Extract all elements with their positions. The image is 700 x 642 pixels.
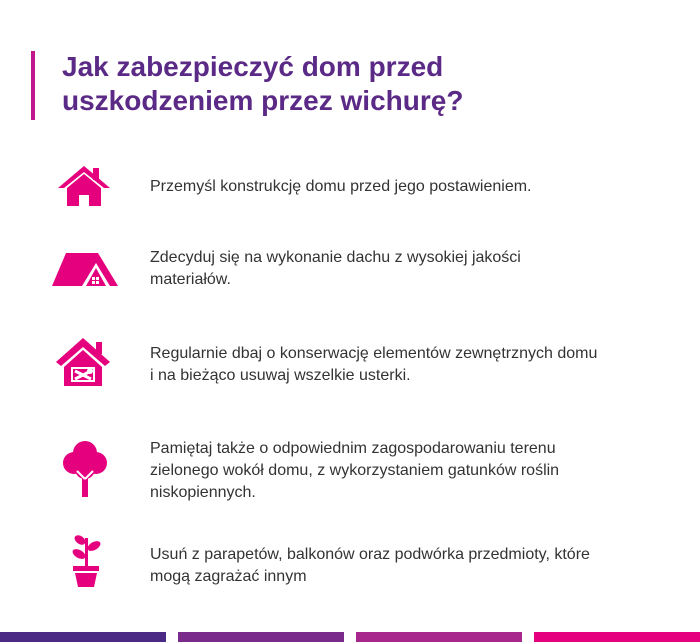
tip-item-objects: [0, 530, 700, 590]
title-line-2: uszkodzeniem przez wichurę?: [62, 85, 464, 116]
tip-text: [150, 544, 670, 588]
tip-line: Przemyśl konstrukcję domu przed jego postawieniem.: [150, 178, 532, 195]
tip-text: [150, 176, 670, 198]
tree-icon: [62, 439, 108, 499]
tip-item-roof: [0, 245, 700, 295]
tip-item-greenery: [0, 435, 700, 501]
page-title: [62, 50, 622, 118]
tip-line: i na bieżąco usuwaj wszelkie usterki.: [150, 367, 411, 384]
footer-stripe: [0, 632, 166, 642]
tip-line: niskopiennych.: [150, 484, 256, 501]
tip-line: Pamiętaj także o odpowiednim zagospodarowaniu terenu: [150, 440, 556, 457]
footer-stripe: [178, 632, 344, 642]
tip-line: mogą zagrażać innym: [150, 568, 307, 585]
tip-text: [150, 438, 670, 504]
tip-line: Regularnie dbaj o konserwację elementów zewnętrznych domu: [150, 345, 598, 362]
tip-line: Zdecyduj się na wykonanie dachu z wysokiej jakości: [150, 249, 521, 266]
house-repair-icon: [54, 336, 112, 388]
title-line-1: Jak zabezpieczyć dom przed: [62, 51, 444, 82]
tip-text: [150, 247, 670, 291]
potted-plant-icon: [70, 532, 102, 588]
tip-text: [150, 343, 670, 387]
footer-stripes: [0, 632, 700, 642]
tip-line: zielonego wokół domu, z wykorzystaniem gatunków roślin: [150, 462, 560, 479]
roof-icon: [52, 251, 118, 287]
tip-item-construction: [0, 160, 700, 210]
tip-item-maintenance: [0, 340, 700, 390]
footer-stripe: [356, 632, 522, 642]
house-icon: [58, 164, 110, 208]
tip-line: materiałów.: [150, 271, 231, 288]
tip-line: Usuń z parapetów, balkonów oraz podwórka przedmioty, które: [150, 546, 590, 563]
footer-stripe: [534, 632, 700, 642]
title-accent-bar: [31, 51, 35, 120]
